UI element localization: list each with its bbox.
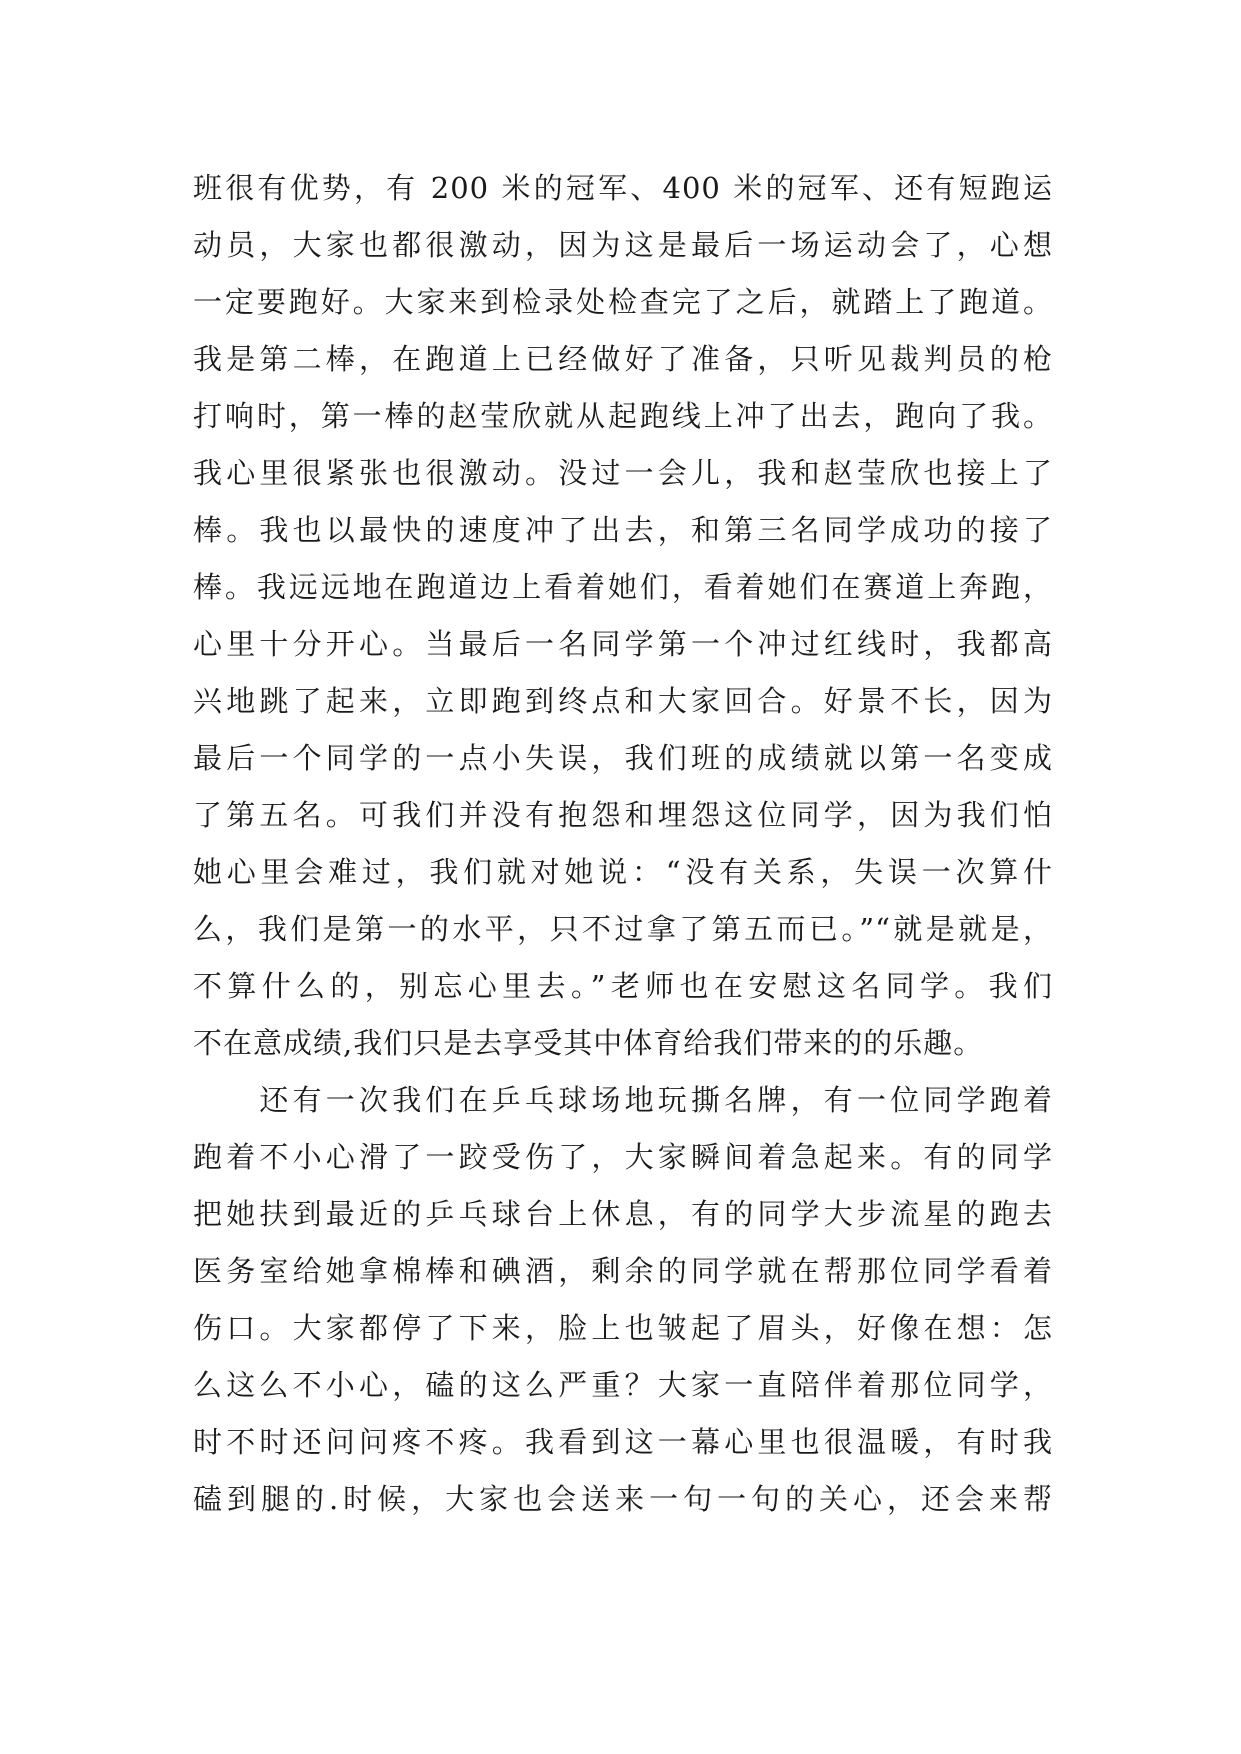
text-line: 么这么不小心，磕的这么严重？大家一直陪伴着那位同学，	[193, 1368, 1053, 1402]
text-line: 跑着不小心滑了一跤受伤了，大家瞬间着急起来。有的同学	[193, 1140, 1053, 1174]
text-line: 时不时还问问疼不疼。我看到这一幕心里也很温暖，有时我	[193, 1425, 1053, 1459]
text-line: 一定要跑好。大家来到检录处检查完了之后，就踏上了跑道。	[193, 285, 1053, 319]
text-line: 动员，大家也都很激动，因为这是最后一场运动会了，心想	[193, 228, 1053, 262]
text-line: 不在意成绩,我们只是去享受其中体育给我们带来的的乐趣。	[193, 1026, 984, 1060]
text-line: 把她扶到最近的乒乓球台上休息，有的同学大步流星的跑去	[193, 1197, 1053, 1231]
text-line: 不算什么的，别忘心里去。”老师也在安慰这名同学。我们	[193, 969, 1053, 1003]
text-line: 我是第二棒，在跑道上已经做好了准备，只听见裁判员的枪	[193, 342, 1053, 376]
text-line: 心里十分开心。当最后一名同学第一个冲过红线时，我都高	[193, 627, 1053, 661]
text-line: 伤口。大家都停了下来，脸上也皱起了眉头，好像在想：怎	[193, 1311, 1053, 1345]
text-line: 打响时，第一棒的赵莹欣就从起跑线上冲了出去，跑向了我。	[193, 399, 1053, 433]
text-line: 最后一个同学的一点小失误，我们班的成绩就以第一名变成	[193, 741, 1053, 775]
text-line: 棒。我远远地在跑道边上看着她们，看着她们在赛道上奔跑，	[193, 570, 1053, 604]
text-line: 兴地跳了起来，立即跑到终点和大家回合。好景不长，因为	[193, 684, 1053, 718]
text-line: 还有一次我们在乒乓球场地玩撕名牌，有一位同学跑着	[193, 1083, 1053, 1117]
text-line: 么，我们是第一的水平，只不过拿了第五而已。”“就是就是，	[193, 912, 1053, 946]
text-line: 我心里很紧张也很激动。没过一会儿，我和赵莹欣也接上了	[193, 456, 1053, 490]
text-line: 了第五名。可我们并没有抱怨和埋怨这位同学，因为我们怕	[193, 798, 1053, 832]
text-line: 棒。我也以最快的速度冲了出去，和第三名同学成功的接了	[193, 513, 1053, 547]
text-line: 她心里会难过，我们就对她说：“没有关系，失误一次算什	[193, 855, 1053, 889]
body-text	[193, 160, 1053, 1528]
text-line: 磕到腿的.时候，大家也会送来一句一句的关心，还会来帮	[193, 1482, 1053, 1516]
text-line: 医务室给她拿棉棒和碘酒，剩余的同学就在帮那位同学看着	[193, 1254, 1053, 1288]
text-line: 班很有优势，有 200 米的冠军、400 米的冠军、还有短跑运	[193, 171, 1053, 205]
